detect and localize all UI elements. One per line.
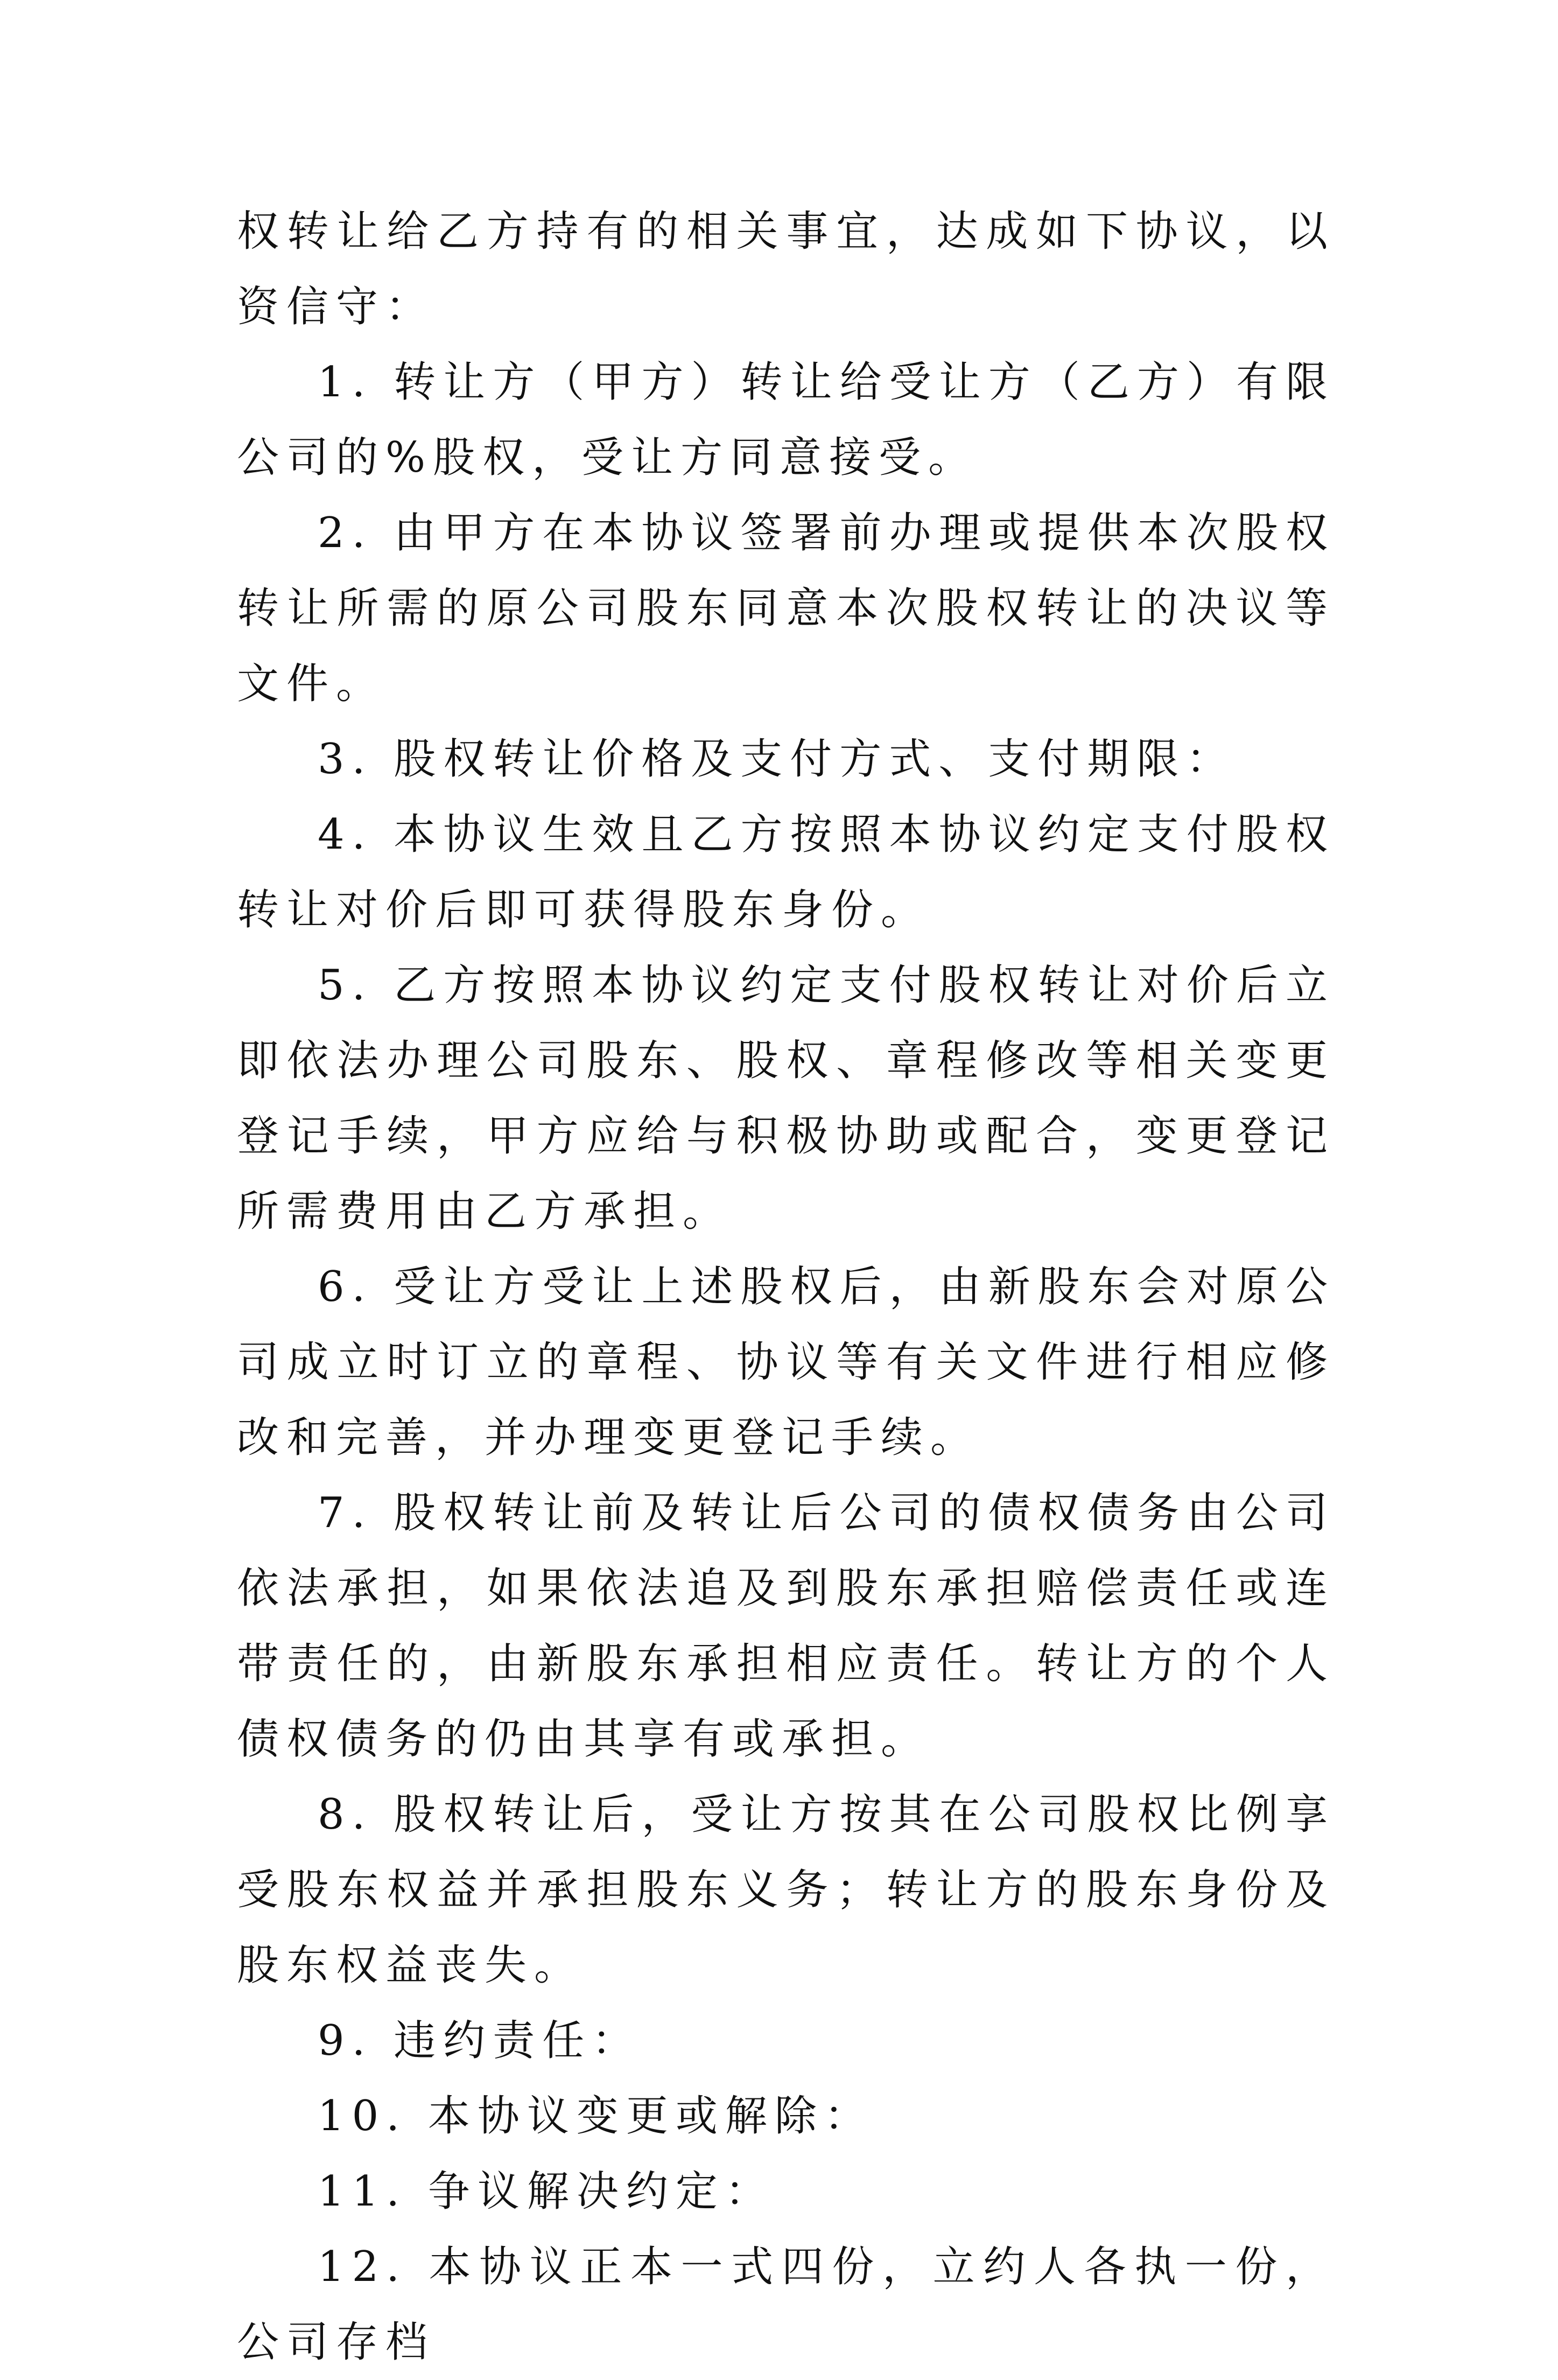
clause-12: 12. 本协议正本一式四份，立约人各执一份，公司存档 <box>237 2243 1335 2367</box>
document-page <box>237 194 1335 2380</box>
clause-2: 2. 由甲方在本协议签署前办理或提供本次股权转让所需的原公司股东同意本次股权转让的决议等文件。 <box>237 509 1335 708</box>
clause-6: 6. 受让方受让上述股权后，由新股东会对原公司成立时订立的章程、协议等有关文件进行相应修改和完善，并办理变更登记手续。 <box>237 1263 1335 1462</box>
clause-1: 1. 转让方（甲方）转让给受让方（乙方）有限公司的%股权，受让方同意接受。 <box>237 358 1335 482</box>
clause-3: 3. 股权转让价格及支付方式、支付期限： <box>318 735 1236 783</box>
clause-8: 8. 股权转让后，受让方按其在公司股权比例享受股东权益并承担股东义务；转让方的股东身份及股东权益丧失。 <box>237 1790 1335 1990</box>
clause-4: 4. 本协议生效且乙方按照本协议约定支付股权转让对价后即可获得股东身份。 <box>237 810 1335 934</box>
clause-11: 11. 争议解决约定： <box>318 2167 775 2216</box>
clause-10: 10. 本协议变更或解除： <box>318 2092 874 2140</box>
clause-7: 7. 股权转让前及转让后公司的债权债务由公司依法承担，如果依法追及到股东承担赔偿责任或连带责任的，由新股东承担相应责任。转让方的个人债权债务的仍由其享有或承担。 <box>237 1489 1335 1763</box>
clause-9: 9. 违约责任： <box>318 2017 642 2065</box>
paragraph-continuation: 权转让给乙方持有的相关事宜，达成如下协议，以资信守： <box>237 207 1335 331</box>
clause-5: 5. 乙方按照本协议约定支付股权转让对价后立即依法办理公司股东、股权、章程修改等相关变更登记手续，甲方应给与积极协助或配合，变更登记所需费用由乙方承担。 <box>237 961 1335 1236</box>
